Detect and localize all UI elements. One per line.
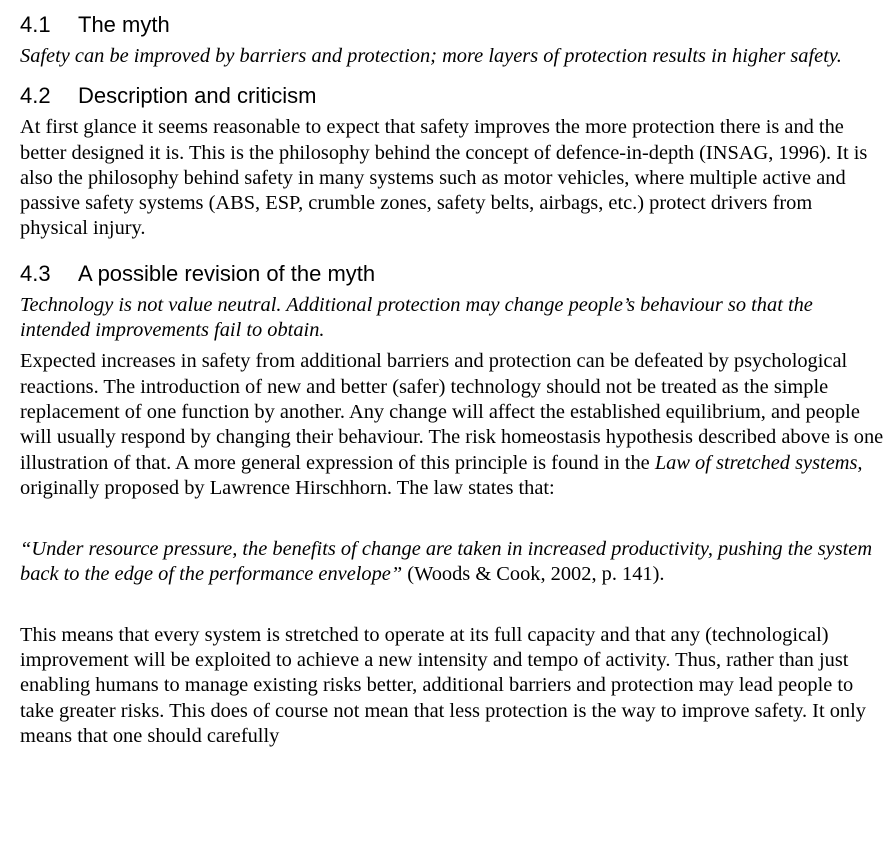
section-heading-4-2 bbox=[20, 83, 885, 109]
document-page bbox=[20, 8, 885, 749]
myth-statement: Safety can be improved by barriers and protection; more layers of protection results in higher safety. bbox=[20, 45, 842, 67]
paragraph-text: Expected increases in safety from additional barriers and protection can be defeated by psychological reactions. The introduction of new and better (safer) technology should not be treated as the simple replacement of one function by another. Any change will affect the established equilibrium, and people will usually respond by changing their behaviour. The risk homeostasis hypothesis described above is one illustration of that. A more general expression of this principle is found in the bbox=[20, 350, 884, 474]
revision-statement: Technology is not value neutral. Additional protection may change people’s behaviour so that the intended improvements fail to obtain. bbox=[20, 293, 813, 342]
revision-paragraph bbox=[20, 349, 885, 501]
conclusion-paragraph: This means that every system is stretched to operate at its full capacity and that any (technological) improvement will be exploited to achieve a new intensity and tempo of activity. Thus, rather than just enabling humans to manage existing risks better, additional barriers and protection may lead people to take greater risks. This does of course not mean that less protection is the way to improve safety. It only means that one should carefully bbox=[20, 623, 866, 747]
quote-text: “Under resource pressure, the benefits of change are taken in increased productivity, pushing the system back to the edge of the performance envelope” bbox=[20, 538, 873, 586]
quote-citation: (Woods & Cook, 2002, p. 141). bbox=[402, 563, 665, 586]
section-title: The myth bbox=[78, 12, 170, 37]
section-title: Description and criticism bbox=[78, 83, 317, 109]
section-heading-4-3 bbox=[20, 261, 885, 287]
paragraph-text: originally proposed by Lawrence Hirschhorn. The law states that: bbox=[20, 476, 555, 499]
block-quote bbox=[20, 537, 885, 588]
law-name: Law of stretched systems, bbox=[654, 451, 863, 474]
section-number: 4.1 bbox=[20, 12, 51, 37]
description-paragraph: At first glance it seems reasonable to expect that safety improves the more protection there is and the better designed it is. This is the philosophy behind the concept of defence-in-depth (INSAG, 1996). It is also the philosophy behind safety in many systems such as motor vehicles, where multiple active and passive safety systems (ABS, ESP, crumble zones, safety belts, airbags, etc.) protect drivers from physical injury. bbox=[20, 116, 868, 240]
section-heading-4-1 bbox=[20, 12, 885, 38]
section-number: 4.3 bbox=[20, 260, 51, 286]
section-title: A possible revision of the myth bbox=[78, 260, 376, 286]
section-number: 4.2 bbox=[20, 83, 51, 109]
